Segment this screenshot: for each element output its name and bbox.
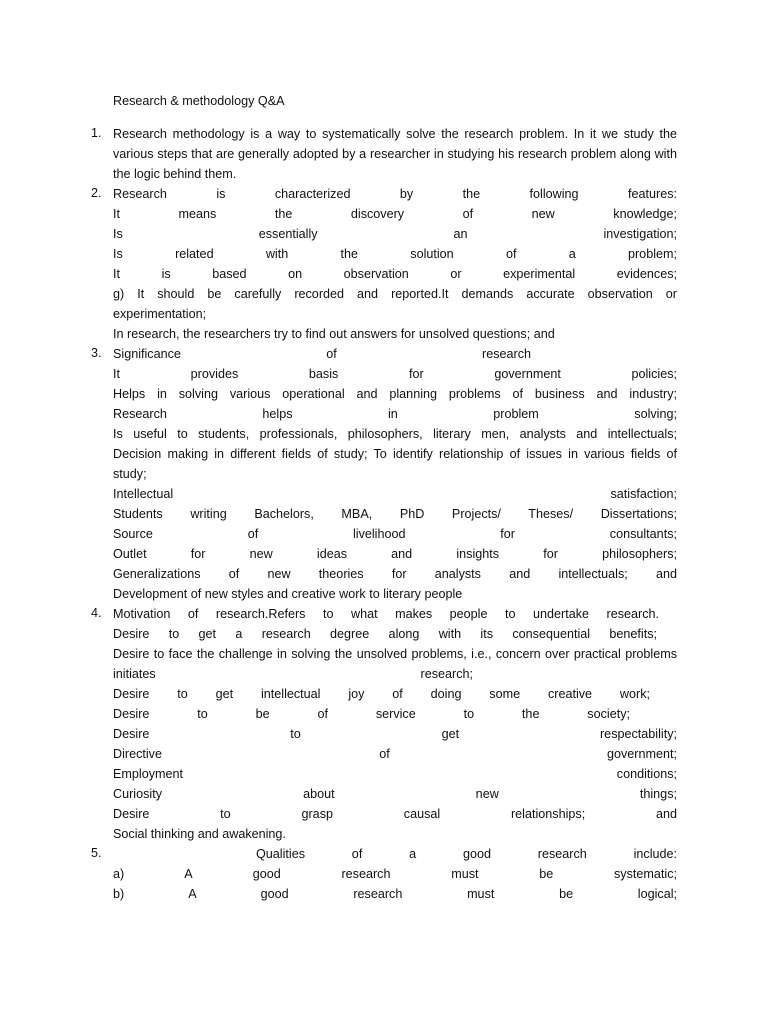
item-4-line: Desire to get a research degree along with its consequential benefits; xyxy=(113,627,657,641)
item-2-line: It means the discovery of new knowledge; xyxy=(113,207,677,221)
item-3-line: Intellectual satisfaction; xyxy=(113,487,677,501)
item-4-line: Social thinking and awakening. xyxy=(113,827,286,841)
item-4-line: Desire to face the challenge in solving the unsolved problems, i.e., concern over practical problems xyxy=(113,647,677,661)
item-2-line: Is essentially an investigation; xyxy=(113,227,677,241)
item-5-line: b) A good research must be logical; xyxy=(113,887,677,901)
item-3-line: Decision making in different fields of study; To identify relationship of issues in various fields of xyxy=(113,447,677,461)
item-3-line: Is useful to students, professionals, philosophers, literary men, analysts and intellectuals; xyxy=(113,427,677,441)
page-title: Research & methodology Q&A xyxy=(113,94,285,108)
item-4-line: Curiosity about new things; xyxy=(113,787,677,801)
item-3-line: It provides basis for government policies; xyxy=(113,367,677,381)
item-4-line: initiates research; xyxy=(113,667,473,681)
item-5-line: a) A good research must be systematic; xyxy=(113,867,677,881)
item-1-line: the logic behind them. xyxy=(113,167,237,181)
item-4-line: Desire to be of service to the society; xyxy=(113,707,630,721)
item-2-line: Research is characterized by the following features: xyxy=(113,187,677,201)
item-4-line: Desire to get intellectual joy of doing some creative work; xyxy=(113,687,650,701)
item-3-line: Development of new styles and creative work to literary people xyxy=(113,587,463,601)
item-number-4: 4. xyxy=(91,606,102,620)
item-1-line: various steps that are generally adopted by a researcher in studying his research problem along with xyxy=(113,147,677,161)
item-3-line: Outlet for new ideas and insights for philosophers; xyxy=(113,547,677,561)
item-2-line: Is related with the solution of a problem; xyxy=(113,247,677,261)
item-number-3: 3. xyxy=(91,346,102,360)
item-3-line: Significance of research xyxy=(113,347,531,361)
item-4-line: Motivation of research.Refers to what makes people to undertake research. xyxy=(113,607,659,621)
item-4-line: Employment conditions; xyxy=(113,767,677,781)
item-2-line: experimentation; xyxy=(113,307,207,321)
item-4-line: Directive of government; xyxy=(113,747,677,761)
item-number-5: 5. xyxy=(91,846,102,860)
item-5-line: Qualities of a good research include: xyxy=(256,847,677,861)
item-2-line: In research, the researchers try to find out answers for unsolved questions; and xyxy=(113,327,555,341)
item-1-line: Research methodology is a way to systematically solve the research problem. In it we study the xyxy=(113,127,677,141)
item-4-line: Desire to get respectability; xyxy=(113,727,677,741)
item-3-line: Research helps in problem solving; xyxy=(113,407,677,421)
item-3-line: Source of livelihood for consultants; xyxy=(113,527,677,541)
item-3-line: Generalizations of new theories for analysts and intellectuals; and xyxy=(113,567,677,581)
item-number-2: 2. xyxy=(91,186,102,200)
item-3-line: Students writing Bachelors, MBA, PhD Projects/ Theses/ Dissertations; xyxy=(113,507,677,521)
item-number-1: 1. xyxy=(91,126,102,140)
item-2-line: It is based on observation or experimental evidences; xyxy=(113,267,677,281)
item-3-line: study; xyxy=(113,467,147,481)
item-2-line: g) It should be carefully recorded and reported.It demands accurate observation or xyxy=(113,287,677,301)
item-4-line: Desire to grasp causal relationships; and xyxy=(113,807,677,821)
item-3-line: Helps in solving various operational and planning problems of business and industry; xyxy=(113,387,677,401)
